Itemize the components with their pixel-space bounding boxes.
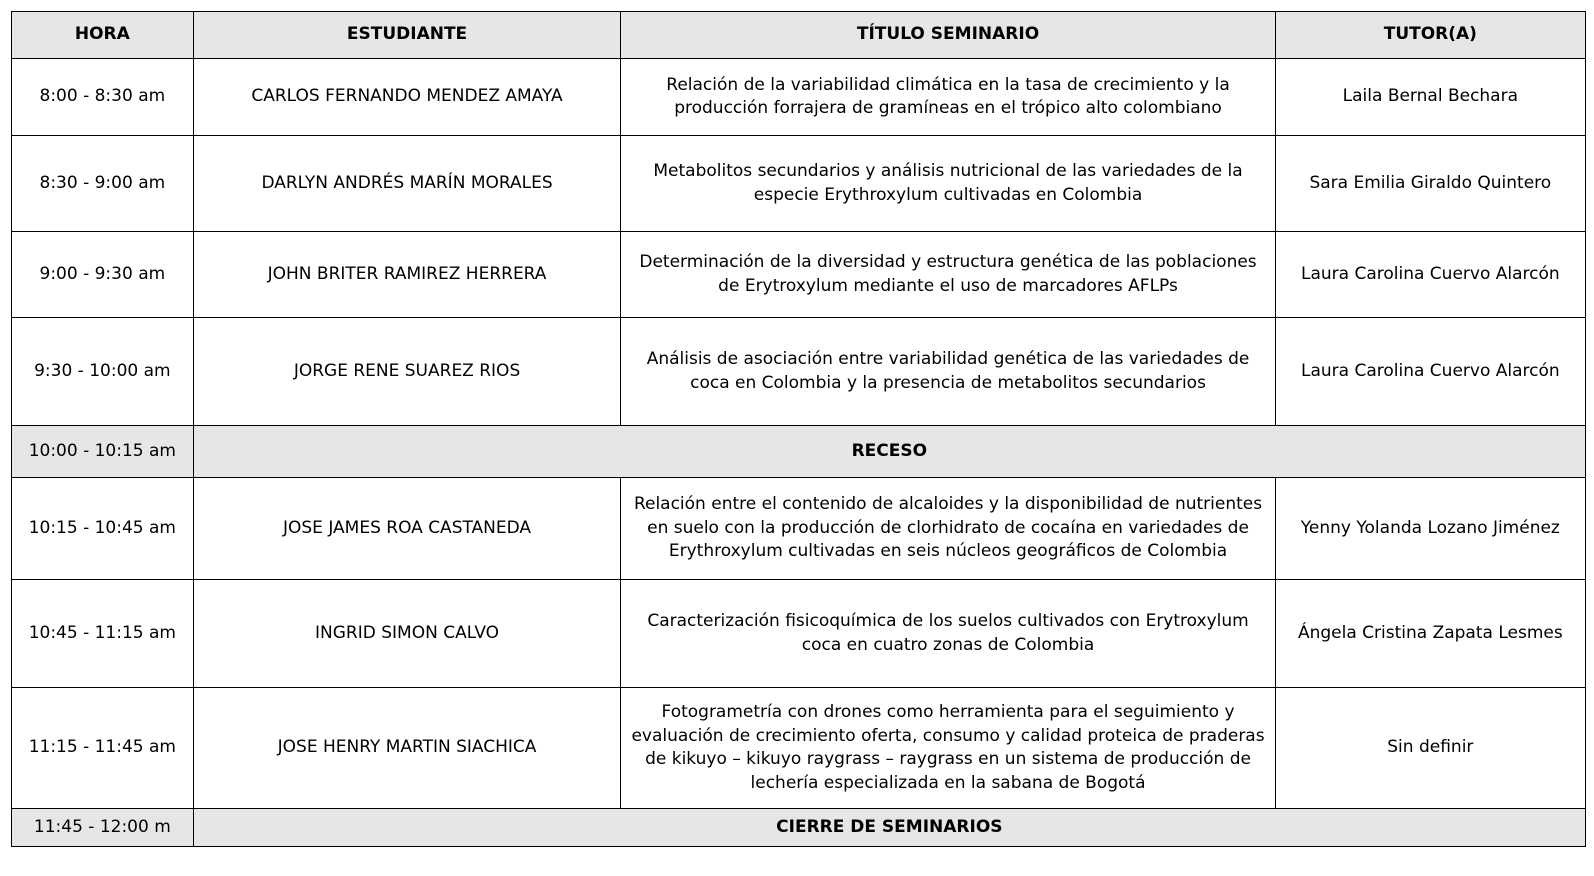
tutor-cell: Laura Carolina Cuervo Alarcón [1275,232,1585,318]
header-hora: HORA [12,12,194,59]
student-cell: INGRID SIMON CALVO [193,580,621,688]
table-row [12,478,1586,580]
student-cell: DARLYN ANDRÉS MARÍN MORALES [193,136,621,232]
title-cell: Relación de la variabilidad climática en la tasa de crecimiento y la producción forrajera de gramíneas en el trópico alto colombiano [621,59,1275,136]
title-cell: Análisis de asociación entre variabilidad genética de las variedades de coca en Colombia y la presencia de metabolitos secundarios [621,318,1275,426]
title-cell: Metabolitos secundarios y análisis nutricional de las variedades de la especie Erythroxylum cultivadas en Colombia [621,136,1275,232]
time-cell: 11:15 - 11:45 am [12,688,194,809]
header-estudiante: ESTUDIANTE [193,12,621,59]
break-time-cell: 10:00 - 10:15 am [12,426,194,478]
student-cell: JOSE JAMES ROA CASTANEDA [193,478,621,580]
time-cell: 9:30 - 10:00 am [12,318,194,426]
header-titulo: TÍTULO SEMINARIO [621,12,1275,59]
student-cell: JORGE RENE SUAREZ RIOS [193,318,621,426]
header-row [12,12,1586,59]
title-cell: Determinación de la diversidad y estructura genética de las poblaciones de Erytroxylum mediante el uso de marcadores AFLPs [621,232,1275,318]
break-row [12,426,1586,478]
title-cell: Caracterización fisicoquímica de los suelos cultivados con Erytroxylum coca en cuatro zonas de Colombia [621,580,1275,688]
table-row [12,318,1586,426]
title-cell: Fotogrametría con drones como herramienta para el seguimiento y evaluación de crecimiento oferta, consumo y calidad proteica de praderas de kikuyo – kikuyo raygrass – raygrass en un sistema de producción de lechería especializada en la sabana de Bogotá [621,688,1275,809]
time-cell: 9:00 - 9:30 am [12,232,194,318]
student-cell: JOHN BRITER RAMIREZ HERRERA [193,232,621,318]
time-cell: 10:15 - 10:45 am [12,478,194,580]
table-row [12,688,1586,809]
table-row [12,232,1586,318]
tutor-cell: Sara Emilia Giraldo Quintero [1275,136,1585,232]
closing-label: CIERRE DE SEMINARIOS [193,809,1585,847]
tutor-cell: Yenny Yolanda Lozano Jiménez [1275,478,1585,580]
tutor-cell: Laila Bernal Bechara [1275,59,1585,136]
tutor-cell: Laura Carolina Cuervo Alarcón [1275,318,1585,426]
seminar-schedule-table [11,11,1586,847]
table-row [12,59,1586,136]
student-cell: CARLOS FERNANDO MENDEZ AMAYA [193,59,621,136]
table-row [12,136,1586,232]
time-cell: 8:30 - 9:00 am [12,136,194,232]
tutor-cell: Ángela Cristina Zapata Lesmes [1275,580,1585,688]
closing-time-cell: 11:45 - 12:00 m [12,809,194,847]
break-label: RECESO [193,426,1585,478]
student-cell: JOSE HENRY MARTIN SIACHICA [193,688,621,809]
time-cell: 8:00 - 8:30 am [12,59,194,136]
title-cell: Relación entre el contenido de alcaloides y la disponibilidad de nutrientes en suelo con la producción de clorhidrato de cocaína en variedades de Erythroxylum cultivadas en seis núcleos geográficos de Colombia [621,478,1275,580]
table-row [12,580,1586,688]
time-cell: 10:45 - 11:15 am [12,580,194,688]
header-tutor: TUTOR(A) [1275,12,1585,59]
tutor-cell: Sin definir [1275,688,1585,809]
closing-row [12,809,1586,847]
